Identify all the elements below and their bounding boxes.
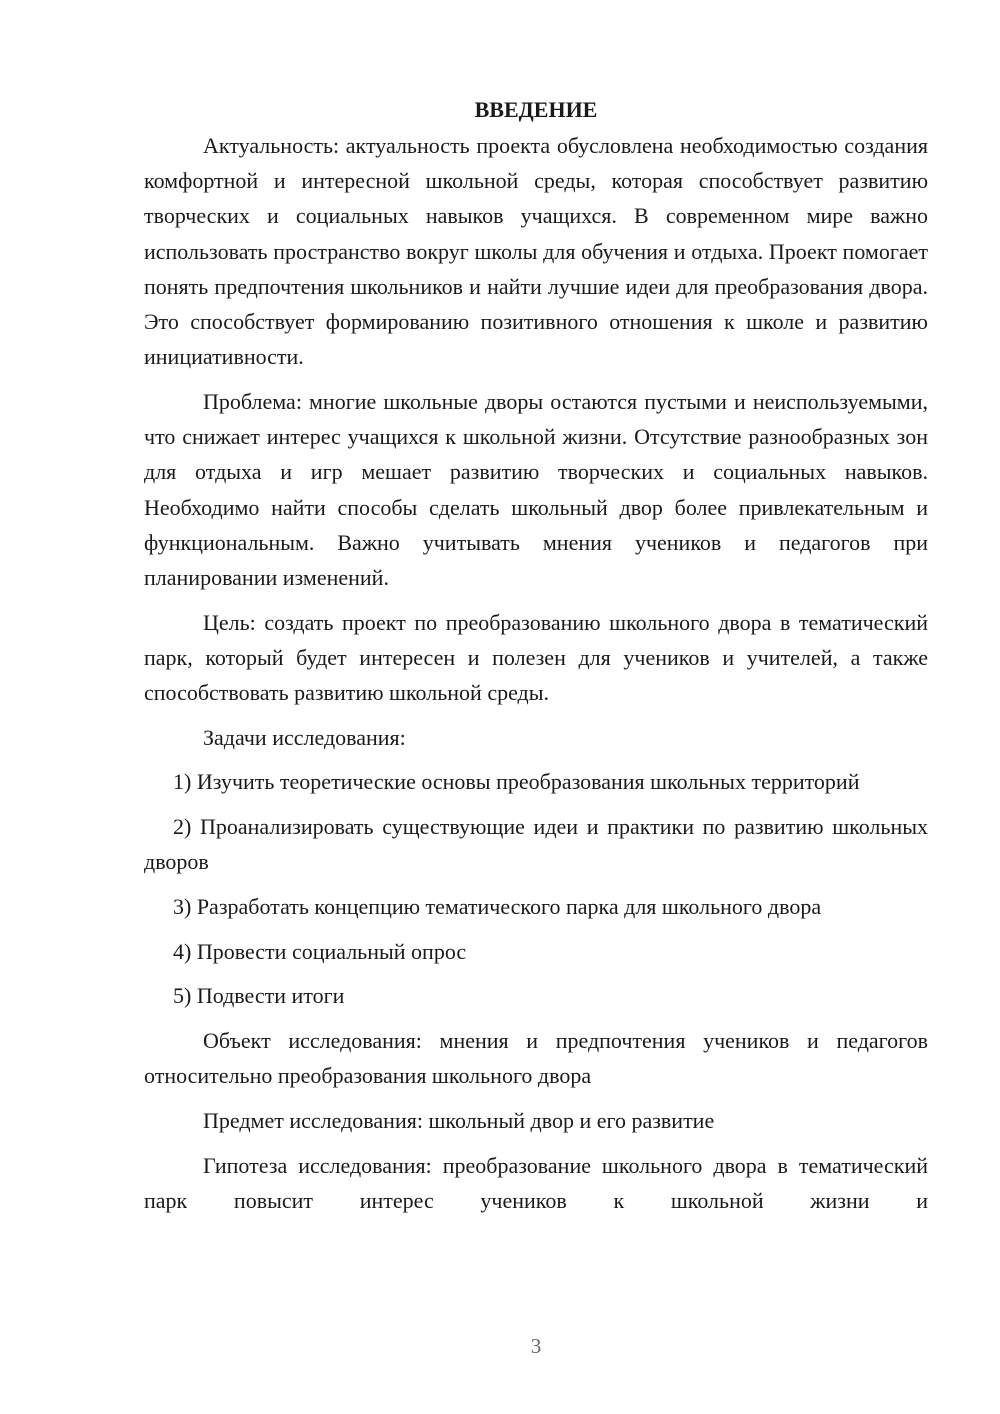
problem-paragraph: Проблема: многие школьные дворы остаются пустыми и неиспользуемыми, что снижает интерес учащихся к школьной жизни. Отсутствие разнообразных зон для отдыха и игр мешает развитию творческих и социальных навыков. Необходимо найти способы сделать школьный двор более привлекательным и функциональным. Важно учитывать мнения учеников и педагогов при планировании изменений. <box>144 388 928 590</box>
task-item: 1) Изучить теоретические основы преобразования школьных территорий <box>173 769 860 795</box>
document-page <box>144 92 928 1218</box>
relevance-paragraph: Актуальность: актуальность проекта обусловлена необходимостью создания комфортной и интересной школьной среды, которая способствует развитию творческих и социальных навыков учащихся. В современном мире важно использовать пространство вокруг школы для обучения и отдыха. Проект помогает понять предпочтения школьников и найти лучшие идеи для преобразования двора. Это способствует формированию позитивного отношения к школе и развитию инициативности. <box>144 133 928 370</box>
task-item: 2) Проанализировать существующие идеи и практики по развитию школьных дворов <box>144 814 928 875</box>
page-title: ВВЕДЕНИЕ <box>474 97 598 122</box>
hypothesis-paragraph: Гипотеза исследования: преобразование школьного двора в тематический парк повысит интерес учеников к школьной жизни и <box>144 1152 928 1213</box>
task-item: 3) Разработать концепцию тематического парка для школьного двора <box>173 894 822 920</box>
tasks-title: Задачи исследования: <box>203 724 406 750</box>
task-item: 4) Провести социальный опрос <box>173 938 467 964</box>
goal-paragraph: Цель: создать проект по преобразованию школьного двора в тематический парк, который будет интересен и полезен для учеников и учителей, а также способствовать развитию школьной среды. <box>144 609 928 706</box>
object-paragraph: Объект исследования: мнения и предпочтения учеников и педагогов относительно преобразования школьного двора <box>144 1028 928 1089</box>
page-number: 3 <box>530 1334 542 1358</box>
task-item: 5) Подвести итоги <box>173 983 345 1009</box>
subject-paragraph: Предмет исследования: школьный двор и его развитие <box>203 1108 715 1134</box>
